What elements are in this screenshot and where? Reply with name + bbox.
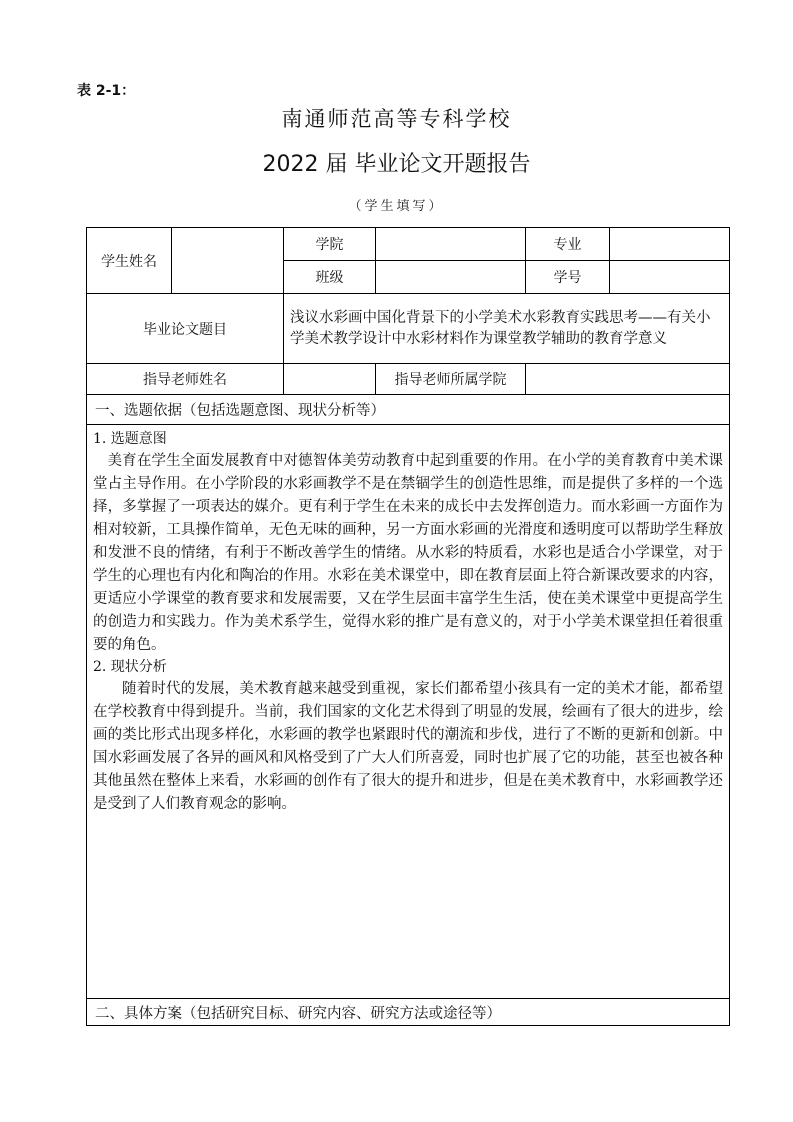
section1-heading: 一、选题依据（包括选题意图、现状分析等） — [87, 395, 730, 425]
topic-label: 毕业论文题目 — [87, 294, 284, 364]
student-name-field[interactable] — [172, 228, 284, 294]
major-field[interactable] — [610, 228, 730, 261]
section1-body[interactable] — [87, 425, 730, 999]
section2-heading: 二、具体方案（包括研究目标、研究内容、研究方法或途径等） — [87, 999, 730, 1026]
student-name-label: 学生姓名 — [87, 228, 172, 294]
student-id-field[interactable] — [610, 261, 730, 294]
advisor-college-label: 指导老师所属学院 — [376, 364, 526, 395]
table-label: 表 2-1： — [77, 83, 136, 99]
report-title: 2022 届 毕业论文开题报告 — [262, 152, 531, 177]
class-field[interactable] — [376, 261, 526, 294]
class-label: 班级 — [284, 261, 376, 294]
fill-note: （学生填写） — [348, 199, 445, 214]
student-id-label: 学号 — [526, 261, 610, 294]
college-field[interactable] — [376, 228, 526, 261]
advisor-name-label: 指导老师姓名 — [87, 364, 284, 395]
sub1-paragraph: 美育在学生全面发展教育中对德智体美劳动教育中起到重要的作用。在小学的美育教育中美术课堂占主导作用。在小学阶段的水彩画教学不是在禁锢学生的创造性思维，而是提供了多样的一个选择，多掌握了一项表达的媒介。更有利于学生在未来的成长中去发挥创造力。而水彩画一方面作为相对较新，工具操作简单，无色无味的画种，另一方面水彩画的光滑度和透明度可以帮助学生释放和发泄不良的情绪，有利于不断改善学生的情绪。从水彩的特质看，水彩也是适合小学课堂，对于学生的心理也有内化和陶冶的作用。水彩在美术课堂中，即在教育层面上符合新课改要求的内容，更适应小学课堂的教育要求和发展需要，又在学生层面丰富学生生活，使在美术课堂中更提高学生的创造力和实践力。作为美术系学生，觉得水彩的推广是有意义的，对于小学美术课堂担任着很重要的角色。 — [93, 453, 723, 653]
advisor-name-field[interactable] — [284, 364, 376, 395]
sub2-heading: 2. 现状分析 — [93, 659, 167, 675]
college-label: 学院 — [284, 228, 376, 261]
advisor-college-field[interactable] — [526, 364, 730, 395]
sub2-paragraph: 随着时代的发展，美术教育越来越受到重视，家长们都希望小孩具有一定的美术才能，都希望在学校教育中得到提升。当前，我们国家的文化艺术得到了明显的发展，绘画有了很大的进步，绘画的类比形式出现多样化，水彩画的教学也紧跟时代的潮流和步伐，进行了不断的更新和创新。中国水彩画发展了各异的画风和风格受到了广大人们所喜爱，同时也扩展了它的功能，甚至也被各种其他虽然在整体上来看，水彩画的创作有了很大的提升和进步，但是在美术教育中，水彩画教学还是受到了人们教育观念的影响。 — [93, 681, 723, 812]
sub1-heading: 1. 选题意图 — [93, 431, 167, 447]
topic-value[interactable]: 浅议水彩画中国化背景下的小学美术水彩教育实践思考——有关小学美术教学设计中水彩材料作为课堂教学辅助的教育学意义 — [284, 294, 730, 364]
school-name: 南通师范高等专科学校 — [281, 107, 512, 131]
major-label: 专业 — [526, 228, 610, 261]
proposal-form-table — [86, 227, 730, 1026]
